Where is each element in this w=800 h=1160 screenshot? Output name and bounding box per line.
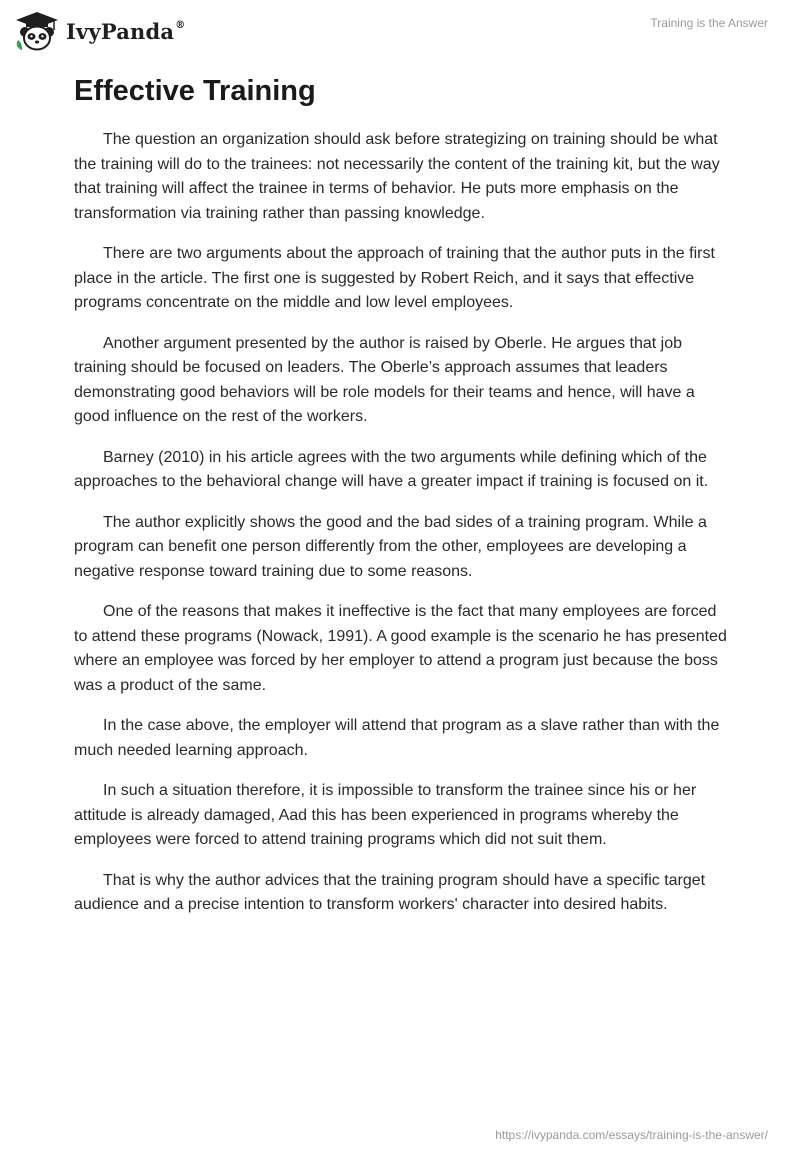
paragraph-1: The question an organization should ask before strategizing on training should be what the training will do to the trainees: not necessarily the content of the training kit, but the way that training will affect the trainee in terms of behavior. He puts more emphasis on the transformation via training rather than passing knowledge. <box>74 131 720 222</box>
panda-graduate-logo-icon <box>14 10 60 52</box>
paragraph-3: Another argument presented by the author is raised by Oberle. He argues that job training should be focused on leaders. The Oberle’s approach assumes that leaders demonstrating good behaviors will be role models for their teams and hence, will have a good influence on the rest of the workers. <box>74 334 695 425</box>
paragraph-2: There are two arguments about the approach of training that the author puts in the first place in the article. The first one is suggested by Robert Reich, and it says that effective programs concentrate on the middle and low level employees. <box>74 245 715 311</box>
page-header <box>0 0 800 70</box>
brand-logo[interactable] <box>14 10 185 52</box>
article-body <box>74 72 728 934</box>
article-heading: Effective Training <box>74 75 316 107</box>
paragraph-4: Barney (2010) in his article agrees with the two arguments while defining which of the approaches to the behavioral change will have a greater impact if training is focused on it. <box>74 448 709 490</box>
brand-name: IvyPanda® <box>66 18 186 44</box>
paragraph-5: The author explicitly shows the good and the bad sides of a training program. While a program can benefit one person differently from the other, employees are developing a negative response toward training due to some reasons. <box>74 513 707 580</box>
paragraph-6: One of the reasons that makes it ineffective is the fact that many employees are forced to attend these programs (Nowack, 1991). A good example is the scenario he has presented where an employee was forced by her employer to attend a program just because the boss was a product of the same. <box>74 603 727 694</box>
paragraph-9: That is why the author advices that the training program should have a specific target audience and a precise intention to transform workers' character into desired habits. <box>74 871 706 913</box>
document-title: Training is the Answer <box>650 16 768 30</box>
paragraph-8: In such a situation therefore, it is impossible to transform the trainee since his or her attitude is already damaged, Aad this has been experienced in programs whereby the employees were forced to attend training programs which did not suit them. <box>74 782 697 848</box>
paragraph-7: In the case above, the employer will attend that program as a slave rather than with the much needed learning approach. <box>74 717 720 759</box>
source-url[interactable]: https://ivypanda.com/essays/training-is-the-answer/ <box>495 1128 768 1142</box>
